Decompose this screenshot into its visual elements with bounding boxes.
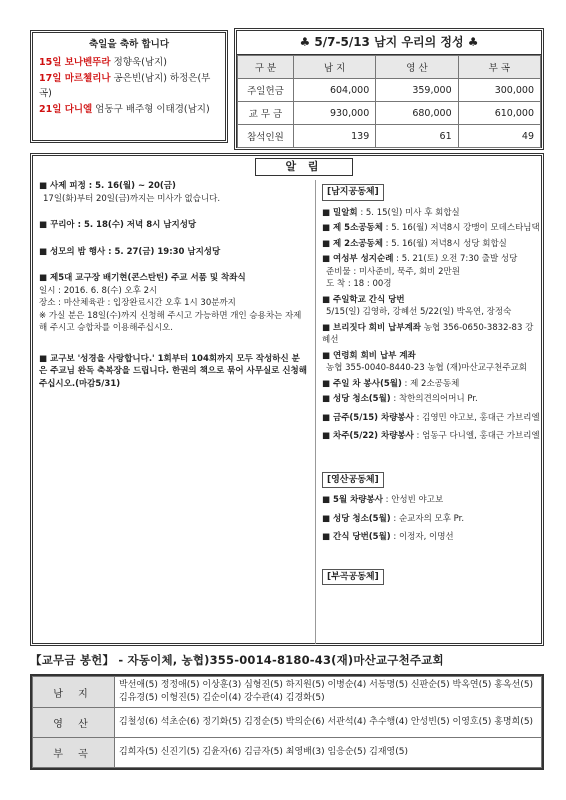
namji-item: ■ 금주(5/15) 차량봉사 : 김영민 야고보, 홍대근 가브리엘 (322, 412, 540, 423)
namji-item: ■ 주일학교 간식 당번 5/15(일) 김영하, 강혜선 5/22(일) 박옥연, 장정숙 (322, 294, 512, 317)
birthday-title: 축일을 축하 합니다 (88, 39, 170, 50)
notice-item: ■ 사제 피정 : 5. 16(월) ~ 20(금) 17일(화)부터 20일(금)까지는 미사가 없습니다. (39, 181, 221, 204)
notice-left-column (39, 180, 307, 401)
birthday-box (30, 30, 228, 143)
notice-title: 알 림 (255, 158, 353, 176)
offering-header-cell: 구 분 (238, 56, 294, 79)
offering-box (234, 28, 544, 150)
choir-table (32, 676, 542, 768)
yeongsan-item: ■ 5월 차량봉사 : 안성빈 야고보 (322, 495, 444, 505)
notice-right-column (315, 180, 541, 644)
birthday-row: 21일 다니엘 엄동구 배주형 이태경(남지) (39, 104, 210, 115)
birthday-row: 15일 보나벤뚜라 정향욱(남지) (39, 57, 167, 68)
notice-item: ■ 꾸리아 : 5. 18(수) 저녁 8시 남지성당 (39, 220, 197, 230)
offering-row: 참석인원 139 61 49 (238, 125, 541, 148)
offering-header-cell: 영 산 (376, 56, 458, 79)
namji-item: ■ 연령회 회비 납부 계좌 농협 355-0040-8440-23 농협 (재)마산교구천주교회 (322, 350, 527, 373)
choir-row: 남 지 박선애(5) 정정애(5) 이상훈(3) 심형진(5) 하지원(5) 이병순(4) 서동명(5) 신판순(5) 박옥연(5) 홍옥선(5) 김유경(5) 이형진(5) 김순이(4) 강수관(4) 김경화(5) (33, 677, 542, 708)
offering-header-cell: 부 곡 (458, 56, 540, 79)
notice-item: ■ 제5대 교구장 배기현(콘스탄틴) 주교 서품 및 착좌식 일시 : 2016. 6. 8(수) 오후 2시 장소 : 마산체육관 : 입장완료시간 오후 1시 30분까지 ※ 가실 분은 18일(수)까지 신청해 주시고 가능하면 개인 승용차는 자제해 주시고 승합차를 이용해주십시오. (39, 273, 302, 333)
choir-row: 영 산 김철성(6) 석초순(6) 정기화(5) 김정순(5) 박의순(6) 서관석(4) 추수행(4) 안성빈(5) 이영호(5) 홍명희(5) (33, 708, 542, 738)
namji-item: ■ 여성부 성지순례 : 5. 21(토) 오전 7:30 출발 성당 준비물 : 미사준비, 묵주, 회비 2만원 도 착 : 18 : 00경 (322, 254, 518, 289)
namji-item: ■ 밀알회 : 5. 15(일) 미사 후 회합실 (322, 207, 460, 218)
bugok-community-heading: [부곡공동체] (322, 569, 384, 586)
choir-box (30, 674, 544, 770)
birthday-row: 17일 마르첼리나 공은빈(남지) 하정은(부곡) (39, 73, 211, 99)
namji-item: ■ 제 5소공동체 : 5. 16(월) 저녁8시 강맹이 모데스타님댁 (322, 223, 540, 233)
offering-row: 교 무 금 930,000 680,000 610,000 (238, 102, 541, 125)
notice-item: ■ 교구보 '성경을 사랑합니다.' 1회부터 104회까지 모두 작성하신 분은 주교님 완독 축복장을 드립니다. 한권의 책으로 묶어 사무실로 신청해 주십시오.(마감5/31) (39, 353, 307, 389)
yeongsan-item: ■ 성당 청소(5월) : 순교자의 모후 Pr. (322, 513, 465, 524)
namji-item: ■ 브리짓다 회비 납부계좌 농협 356-0650-3832-83 강혜선 (322, 322, 534, 345)
offering-table (237, 55, 541, 148)
namji-item: ■ 차주(5/22) 차량봉사 : 엄동구 다니엘, 홍대근 가브리엘 (322, 431, 540, 441)
yeongsan-item: ■ 간식 당번(5월) : 이정자, 이명선 (322, 532, 454, 542)
offering-header-cell: 남 지 (293, 56, 375, 79)
namji-item: ■ 성당 청소(5월) : 착한의견의어머니 Pr. (322, 394, 478, 404)
offering-title: ♣ 5/7-5/13 남지 우리의 정성 ♣ (237, 31, 541, 55)
namji-item: ■ 주일 차 봉사(5월) : 제 2소공동체 (322, 378, 460, 389)
notice-box (30, 153, 544, 646)
offering-row: 주일헌금 604,000 359,000 300,000 (238, 79, 541, 102)
choir-row: 부 곡 김희자(5) 신진기(5) 김윤자(6) 김금자(5) 최영배(3) 임응순(5) 김재영(5) (33, 738, 542, 768)
yeongsan-community-heading: [영산공동체] (322, 472, 384, 489)
notice-item: ■ 성모의 밤 행사 : 5. 27(금) 19:30 남지성당 (39, 246, 221, 257)
namji-item: ■ 제 2소공동체 : 5. 16(월) 저녁8시 성당 회합실 (322, 238, 507, 249)
offering-account-info: 【교무금 봉헌】 - 자동이체, 농협)355-0014-8180-43(재)마산교구천주교회 (30, 653, 444, 667)
namji-community-heading: [남지공동체] (322, 184, 384, 201)
